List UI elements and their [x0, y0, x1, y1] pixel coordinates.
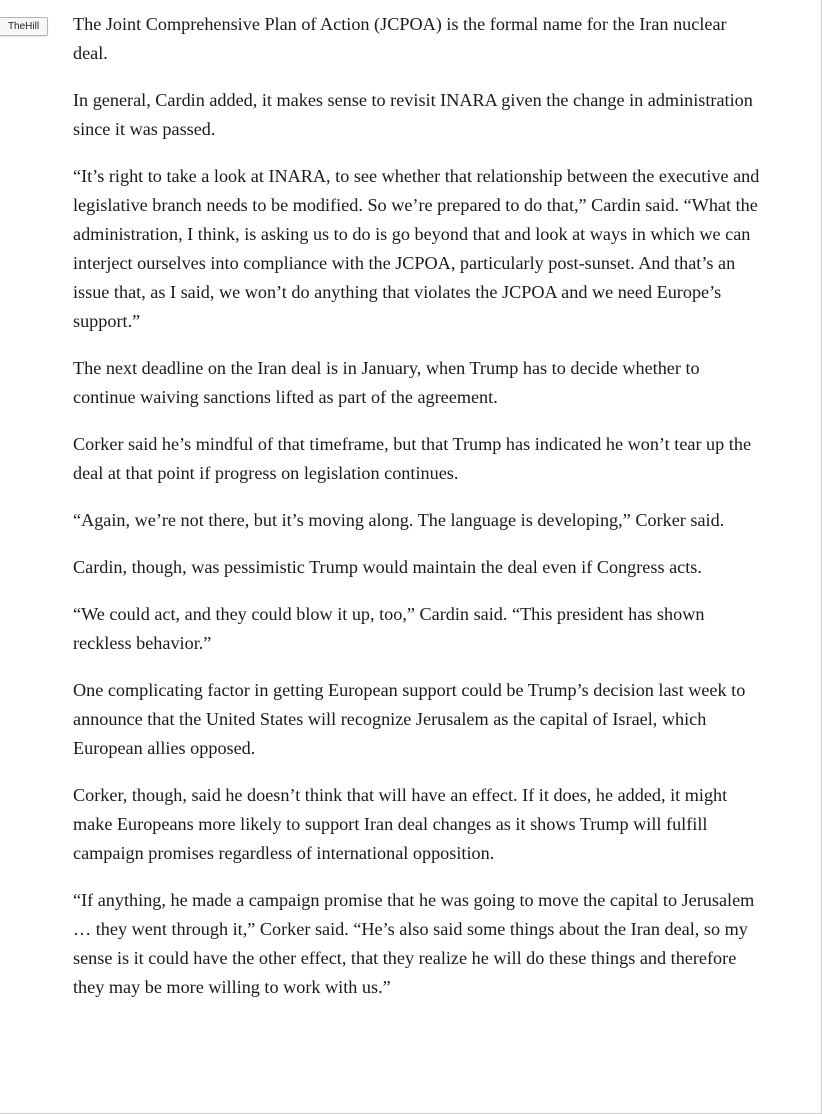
article-paragraph-3: “It’s right to take a look at INARA, to see whether that relationship between the executive and legislative branch needs to be modified. So we’re prepared to do that,” Cardin said. “What the administration, I think, is asking us to do is go beyond that and look at ways in which we can interject ourselves into compliance with the JCPOA, particularly post-sunset. And that’s an issue that, as I said, we won’t do anything that violates the JCPOA and we need Europe’s support.”: [73, 166, 760, 331]
article-paragraph-4: The next deadline on the Iran deal is in January, when Trump has to decide whether to continue waiving sanctions lifted as part of the agreement.: [73, 358, 700, 407]
article-paragraph-1: The Joint Comprehensive Plan of Action (JCPOA) is the formal name for the Iran nuclear deal.: [73, 14, 727, 63]
source-tab-thehill[interactable]: TheHill: [0, 17, 48, 36]
article-paragraph-5: Corker said he’s mindful of that timeframe, but that Trump has indicated he won’t tear up the deal at that point if progress on legislation continues.: [73, 434, 752, 483]
article-paragraph-8: “We could act, and they could blow it up, too,” Cardin said. “This president has shown reckless behavior.”: [73, 604, 705, 653]
article-body: [73, 10, 763, 1020]
article-paragraph-9: One complicating factor in getting European support could be Trump’s decision last week to announce that the United States will recognize Jerusalem as the capital of Israel, which European allies opposed.: [73, 680, 746, 758]
article-paragraph-2: In general, Cardin added, it makes sense to revisit INARA given the change in administration since it was passed.: [73, 90, 753, 139]
article-paragraph-11: “If anything, he made a campaign promise that he was going to move the capital to Jerusalem … they went through it,” Corker said. “He’s also said some things about the Iran deal, so my sense is it could have the other effect, that they realize he will do these things and therefore they may be more willing to work with us.”: [73, 890, 755, 997]
article-paragraph-10: Corker, though, said he doesn’t think that will have an effect. If it does, he added, it might make Europeans more likely to support Iran deal changes as it shows Trump will fulfill campaign promises regardless of international opposition.: [73, 785, 728, 863]
article-paragraph-7: Cardin, though, was pessimistic Trump would maintain the deal even if Congress acts.: [73, 557, 702, 577]
article-paragraph-6: “Again, we’re not there, but it’s moving along. The language is developing,” Corker said.: [73, 510, 725, 530]
